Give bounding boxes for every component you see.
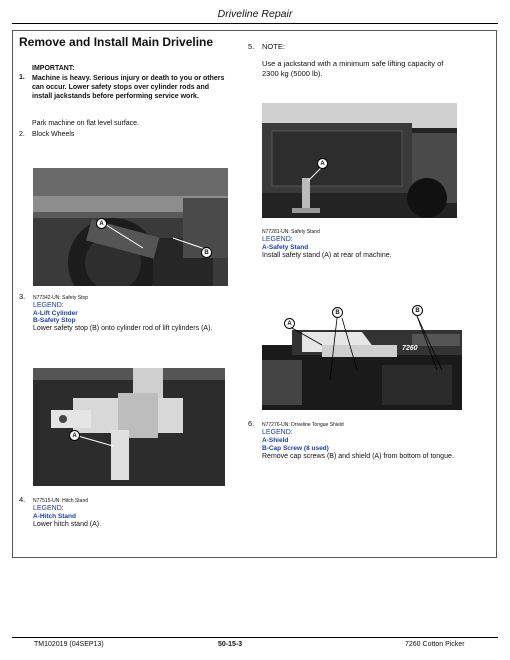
- important-line-2: can occur. Lower safety stops over cylinder rods and: [32, 84, 210, 91]
- step5-number: 5.: [248, 42, 255, 51]
- main-title: Remove and Install Main Driveline: [19, 35, 214, 49]
- park-text: Park machine on flat level surface.: [32, 120, 139, 127]
- callout-a: A: [317, 158, 328, 169]
- step6-figure-id: N77276-UN: Driveline Tongue Shield: [262, 422, 344, 428]
- step5-legend-item-1: A-Safety Stand: [262, 244, 309, 251]
- step3-figure-id: N77342-UN: Safety Stop: [33, 295, 89, 301]
- important-number: 1.: [19, 74, 25, 81]
- safety-stop-photo: [33, 368, 225, 486]
- wheel-block-photo: [33, 168, 228, 286]
- callout-a: A: [69, 430, 80, 441]
- step2-text: Block Wheels: [32, 131, 75, 138]
- header-rule: [12, 23, 498, 24]
- step5-text: Install safety stand (A) at rear of machine.: [262, 252, 392, 259]
- step6-legend-item-2: B-Cap Screw (8 used): [262, 445, 329, 452]
- step3-number: 3.: [19, 292, 26, 301]
- callout-a: A: [284, 318, 295, 329]
- important-label: IMPORTANT:: [32, 65, 75, 72]
- footer-left: TM102019 (04SEP13): [34, 641, 104, 648]
- step3-legend: LEGEND:: [33, 302, 64, 309]
- important-line-1: Machine is heavy. Serious injury or death to you or others: [32, 75, 225, 82]
- step4-text: Lower hitch stand (A).: [33, 521, 102, 528]
- step4-number: 4.: [19, 495, 26, 504]
- step2-number: 2.: [19, 131, 25, 138]
- footer-right: 7260 Cotton Picker: [405, 641, 465, 648]
- callout-b: B: [201, 247, 212, 258]
- page-header-title: Driveline Repair: [217, 8, 293, 20]
- step5-note: NOTE:: [262, 42, 285, 51]
- step6-number: 6.: [248, 419, 255, 428]
- callout-b: B: [412, 305, 423, 316]
- step5-note-line-2: 2300 kg (5000 lb).: [262, 69, 323, 78]
- step6-text: Remove cap screws (B) and shield (A) from bottom of tongue.: [262, 453, 454, 460]
- footer-page-number: 50-15-3: [218, 641, 243, 648]
- callout-b: B: [332, 307, 343, 318]
- machine-label: 7260: [402, 345, 418, 352]
- step5-figure-id: N77281-UN: Safety Stand: [262, 229, 320, 235]
- important-text: [32, 74, 242, 101]
- step3-legend-item-2: B-Safety Stop: [33, 317, 76, 324]
- important-line-3: install jackstands before performing service work.: [32, 93, 199, 100]
- step5-legend: LEGEND:: [262, 236, 293, 243]
- safety-stand-photo: [262, 103, 457, 218]
- callout-a: A: [96, 218, 107, 229]
- step6-legend: LEGEND:: [262, 429, 293, 436]
- step4-figure-id: N77515-UN: Hitch Stand: [33, 498, 89, 504]
- step6-legend-item-1: A-Shield: [262, 437, 289, 444]
- footer-rule: [12, 637, 498, 638]
- tongue-shield-photo: [262, 300, 462, 410]
- step5-note-text: [262, 59, 492, 79]
- step4-legend-item-1: A-Hitch Stand: [33, 513, 76, 520]
- step4-legend: LEGEND:: [33, 505, 64, 512]
- step3-legend-item-1: A-Lift Cylinder: [33, 310, 78, 317]
- step3-text: Lower safety stop (B) onto cylinder rod of lift cylinders (A).: [33, 325, 213, 332]
- step5-note-line-1: Use a jackstand with a minimum safe lifting capacity of: [262, 59, 444, 68]
